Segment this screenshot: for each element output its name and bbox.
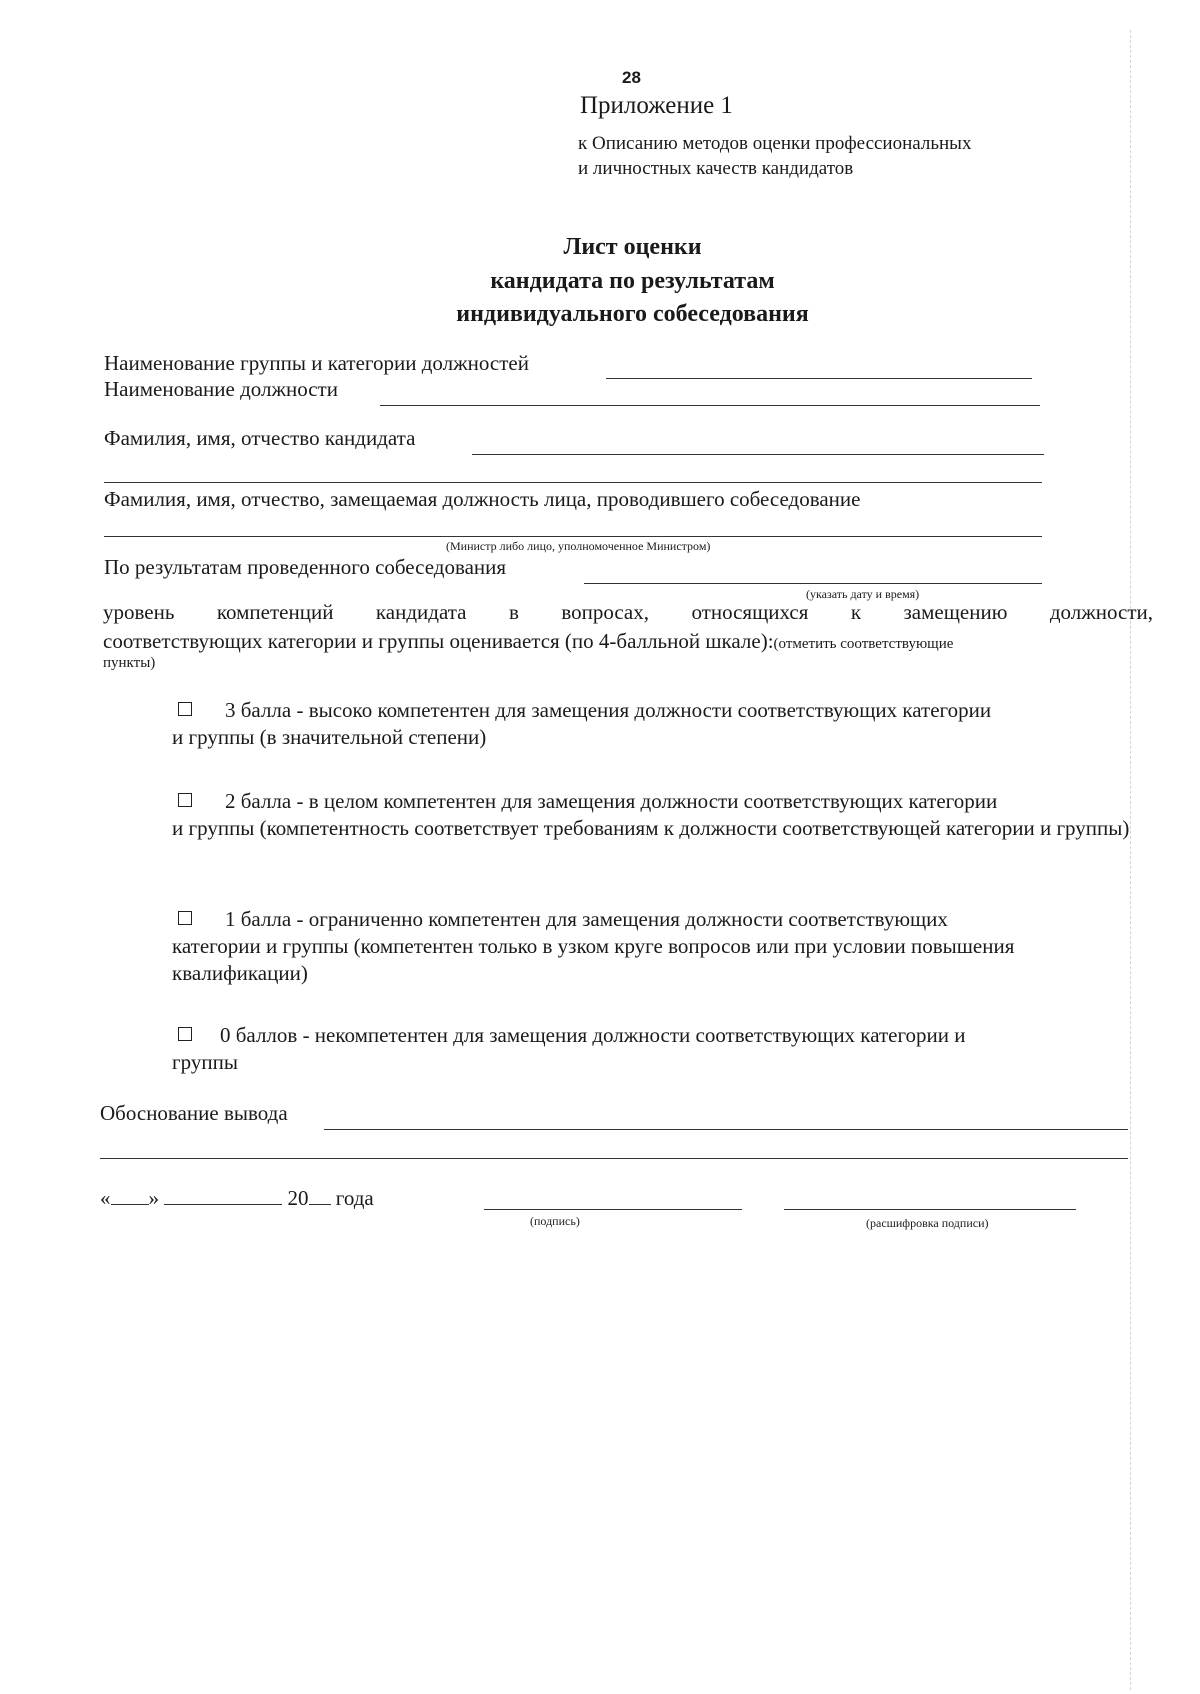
month-field[interactable] — [164, 1187, 282, 1205]
competence-word: должности, — [1049, 600, 1153, 624]
date-hint: (указать дату и время) — [806, 587, 920, 601]
candidate-name-label: Фамилия, имя, отчество кандидата — [104, 426, 416, 450]
option-3-checkbox[interactable] — [178, 702, 192, 716]
competence-scale-text: соответствующих категории и группы оценивается (по 4-балльной шкале): — [103, 629, 774, 653]
interview-result-label: По результатам проведенного собеседования — [104, 555, 507, 579]
competence-word: вопросах, — [561, 600, 649, 624]
year-field[interactable] — [309, 1187, 331, 1205]
interview-date-field[interactable] — [584, 583, 1042, 584]
option-1-checkbox[interactable] — [178, 911, 192, 925]
signature-field[interactable] — [484, 1209, 742, 1210]
option-2-text: 2 балла - в целом компетентен для замещения должности соответствующих категории — [225, 789, 998, 813]
appendix-title: Приложение 1 — [580, 92, 733, 119]
year-prefix: 20 — [287, 1186, 309, 1210]
competence-line-2 — [103, 629, 953, 654]
competence-word: кандидата — [375, 600, 467, 624]
option-3-points — [172, 697, 1162, 751]
page-number: 28 — [622, 68, 641, 87]
competence-line-1 — [103, 600, 1153, 625]
year-suffix: года — [335, 1186, 374, 1210]
form-title-line-3: индивидуального собеседования — [456, 301, 809, 327]
position-field[interactable] — [380, 405, 1040, 406]
option-2-points — [172, 788, 1162, 842]
option-0-points — [172, 1022, 1162, 1076]
interviewer-hint: (Министр либо лицо, уполномоченное Министром) — [446, 539, 711, 553]
appendix-line-2: и личностных качеств кандидатов — [578, 158, 854, 179]
signature-decoding-field[interactable] — [784, 1209, 1076, 1210]
option-0-text: 0 баллов - некомпетентен для замещения должности соответствующих категории и — [220, 1023, 966, 1047]
option-3-text-cont: и группы (в значительной степени) — [172, 725, 487, 749]
quote-open: « — [100, 1186, 111, 1210]
competence-word: уровень — [103, 600, 175, 624]
option-1-text-cont: категории и группы (компетентен только в узком круге вопросов или при условии повышения квалификации) — [172, 934, 1015, 985]
quote-close: » — [148, 1186, 159, 1210]
conclusion-label: Обоснование вывода — [100, 1101, 288, 1125]
option-0-text-cont: группы — [172, 1050, 238, 1074]
appendix-line-1: к Описанию методов оценки профессиональных — [578, 133, 972, 154]
group-category-field[interactable] — [606, 378, 1032, 379]
competence-word: в — [508, 600, 519, 624]
competence-line-3: пункты) — [103, 655, 156, 671]
option-0-checkbox[interactable] — [178, 1027, 192, 1041]
conclusion-field[interactable] — [324, 1129, 1128, 1130]
signature-decoding-caption: (расшифровка подписи) — [866, 1216, 989, 1230]
conclusion-field-extra[interactable] — [100, 1158, 1128, 1159]
group-category-label: Наименование группы и категории должностей — [104, 351, 529, 375]
option-3-text: 3 балла - высоко компетентен для замещения должности соответствующих категории — [225, 698, 992, 722]
signature-caption: (подпись) — [530, 1214, 580, 1228]
candidate-name-field[interactable] — [472, 454, 1044, 455]
option-2-checkbox[interactable] — [178, 793, 192, 807]
competence-word: относящихся — [691, 600, 809, 624]
competence-note: (отметить соответствующие — [773, 636, 954, 652]
competence-word: замещению — [903, 600, 1008, 624]
form-title-line-1: Лист оценки — [563, 234, 702, 260]
interviewer-field[interactable] — [104, 536, 1042, 537]
day-field[interactable] — [111, 1187, 149, 1205]
option-2-text-cont: и группы (компетентность соответствует требованиям к должности соответствующей категории и группы) — [172, 816, 1130, 840]
candidate-name-field-extra[interactable] — [104, 482, 1042, 483]
date-line — [100, 1186, 374, 1211]
form-title-line-2: кандидата по результатам — [490, 268, 775, 294]
interviewer-label: Фамилия, имя, отчество, замещаемая должность лица, проводившего собеседование — [104, 487, 861, 511]
competence-word: к — [850, 600, 862, 624]
option-1-text: 1 балла - ограниченно компетентен для замещения должности соответствующих — [225, 907, 948, 931]
option-1-point — [172, 906, 1102, 987]
position-label: Наименование должности — [104, 377, 338, 401]
competence-word: компетенций — [216, 600, 334, 624]
